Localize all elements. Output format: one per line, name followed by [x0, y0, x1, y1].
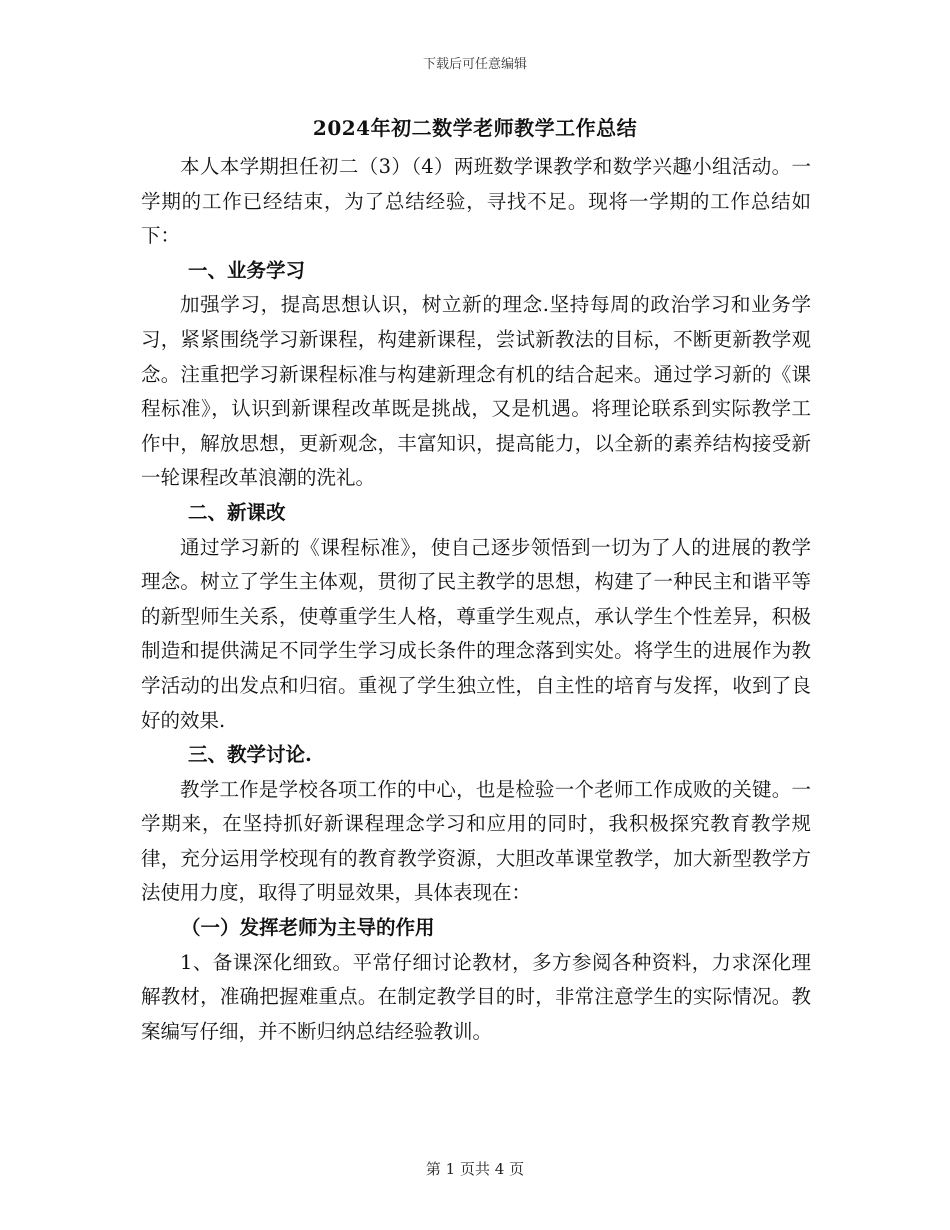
section-paragraph-teaching-research: 教学工作是学校各项工作的中心，也是检验一个老师工作成败的关键。一学期来，在坚持抓好新课程理念学习和应用的同时，我积极探究教育教学规律，充分运用学校现有的教育教学资源，大胆改革课堂教学，加大新型教学方法使用力度，取得了明显效果，具体表现在： [141, 777, 811, 905]
section-heading-curriculum-reform: 二、新课改 [188, 500, 286, 524]
intro-paragraph: 本人本学期担任初二（3）（4）两班数学课教学和数学兴趣小组活动。一学期的工作已经结束，为了总结经验，寻找不足。现将一学期的工作总结如下： [141, 155, 811, 248]
section-heading-teaching-research: 三、教学讨论. [188, 743, 312, 767]
page-title: 2024年初二数学老师教学工作总结 [312, 116, 638, 140]
section-paragraph-business-study: 加强学习，提高思想认识，树立新的理念.坚持每周的政治学习和业务学习，紧紧围绕学习新课程，构建新课程，尝试新教法的目标，不断更新教学观念。注重把学习新课程标准与构建新理念有机的结合起来。通过学习新的《课程标准》，认识到新课程改革既是挑战，又是机遇。将理论联系到实际教学工作中，解放思想，更新观念，丰富知识，提高能力，以全新的素养结构接受新一轮课程改革浪潮的洗礼。 [141, 293, 811, 490]
list-item-lesson-prep: 1、备课深化细致。平常仔细讨论教材，多方参阅各种资料，力求深化理解教材，准确把握难重点。在制定教学目的时，非常注意学生的实际情况。教案编写仔细，并不断归纳总结经验教训。 [141, 950, 811, 1043]
subsection-heading-teacher-role: （一）发挥老师为主导的作用 [181, 916, 435, 940]
section-paragraph-curriculum-reform: 通过学习新的《课程标准》，使自己逐步领悟到一切为了人的进展的教学理念。树立了学生主体观，贯彻了民主教学的思想，构建了一种民主和谐平等的新型师生关系，使尊重学生人格，尊重学生观点，承认学生个性差异，积极制造和提供满足不同学生学习成长条件的理念落到实处。将学生的进展作为教学活动的出发点和归宿。重视了学生独立性，自主性的培育与发挥，收到了良好的效果. [141, 535, 811, 732]
page-number: 第 1 页共 4 页 [425, 1160, 525, 1178]
header-note: 下载后可任意编辑 [422, 57, 527, 72]
section-heading-business-study: 一、业务学习 [188, 258, 306, 282]
document-body [141, 150, 811, 1049]
